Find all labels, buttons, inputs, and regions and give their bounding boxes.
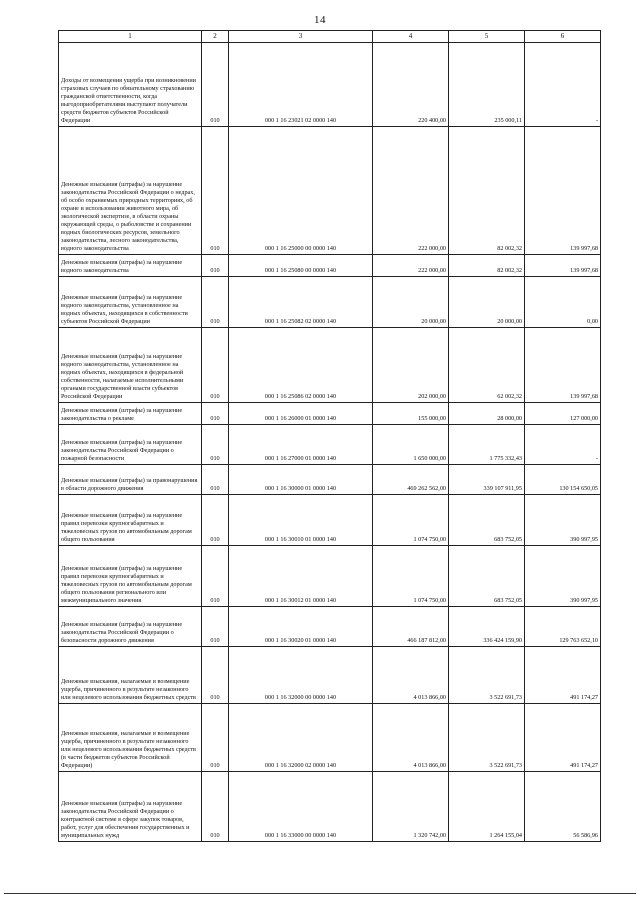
row-line-code: 010	[202, 328, 229, 403]
row-name: Денежные взыскания (штрафы) за нарушение водного законодательства, установленное на водных объектах, находящихся в собственности субъектов Российской Федерации	[59, 277, 202, 328]
row-line-code: 010	[202, 277, 229, 328]
row-name: Денежные взыскания, налагаемые в возмещение ущерба, причиненного в результате незаконного или нецелевого использования бюджетных средств	[59, 647, 202, 704]
row-income-code: 000 1 16 26000 01 0000 140	[229, 403, 373, 425]
row-planned: 4 013 866,00	[373, 704, 449, 772]
row-income-code: 000 1 16 33000 00 0000 140	[229, 772, 373, 842]
header-cell-code: 3	[229, 31, 373, 43]
row-executed: 3 522 691,73	[449, 704, 525, 772]
budget-table	[58, 30, 601, 842]
row-planned: 220 400,00	[373, 43, 449, 127]
row-planned: 466 187 812,00	[373, 607, 449, 647]
row-name: Денежные взыскания (штрафы) за правонарушения в области дорожного движения	[59, 465, 202, 495]
header-cell-line: 2	[202, 31, 229, 43]
row-line-code: 010	[202, 255, 229, 277]
row-planned: 1 074 750,00	[373, 495, 449, 546]
row-planned: 222 000,00	[373, 255, 449, 277]
page-number: 14	[314, 14, 326, 26]
row-planned: 469 262 562,00	[373, 465, 449, 495]
row-executed: 82 002,32	[449, 255, 525, 277]
row-name: Денежные взыскания (штрафы) за нарушение водного законодательства, установленное на водных объектах, находящихся в федеральной собственности, налагаемые исполнительными органами государственной власти субъектов Российской Федерации	[59, 328, 202, 403]
table-row	[59, 43, 601, 127]
row-line-code: 010	[202, 647, 229, 704]
row-income-code: 000 1 16 30020 01 0000 140	[229, 607, 373, 647]
row-executed: 336 424 159,90	[449, 607, 525, 647]
row-executed: 1 775 332,43	[449, 425, 525, 465]
row-unexecuted: 139 997,68	[525, 328, 601, 403]
row-executed: 1 264 155,04	[449, 772, 525, 842]
row-income-code: 000 1 16 30010 01 0000 140	[229, 495, 373, 546]
row-name: Денежные взыскания, налагаемые в возмещение ущерба, причиненного в результате незаконного или нецелевого использования бюджетных средств (в части бюджетов субъектов Российской Федерации)	[59, 704, 202, 772]
row-line-code: 010	[202, 704, 229, 772]
page-bottom-rule	[4, 893, 636, 894]
row-unexecuted: 130 154 650,05	[525, 465, 601, 495]
row-line-code: 010	[202, 403, 229, 425]
row-executed: 683 752,05	[449, 495, 525, 546]
row-income-code: 000 1 16 27000 01 0000 140	[229, 425, 373, 465]
table-row	[59, 772, 601, 842]
row-income-code: 000 1 16 32000 02 0000 140	[229, 704, 373, 772]
row-name: Денежные взыскания (штрафы) за нарушение законодательства о рекламе	[59, 403, 202, 425]
table-header-row	[59, 31, 601, 43]
table-row	[59, 465, 601, 495]
table-row	[59, 328, 601, 403]
row-line-code: 010	[202, 772, 229, 842]
row-unexecuted: 56 586,96	[525, 772, 601, 842]
row-line-code: 010	[202, 546, 229, 607]
header-cell-name: 1	[59, 31, 202, 43]
row-unexecuted: 139 997,68	[525, 255, 601, 277]
row-line-code: 010	[202, 425, 229, 465]
row-income-code: 000 1 16 25086 02 0000 140	[229, 328, 373, 403]
header-cell-unexecuted: 6	[525, 31, 601, 43]
table-row	[59, 255, 601, 277]
row-line-code: 010	[202, 495, 229, 546]
row-planned: 202 000,00	[373, 328, 449, 403]
row-unexecuted: 0,00	[525, 277, 601, 328]
row-planned: 20 000,00	[373, 277, 449, 328]
row-line-code: 010	[202, 127, 229, 255]
row-name: Доходы от возмещения ущерба при возникновении страховых случаев по обязательному страхованию гражданской ответственности, когда выгодоприобретателями выступают получатели средств бюджетов субъектов Российской Федерации	[59, 43, 202, 127]
row-line-code: 010	[202, 465, 229, 495]
row-name: Денежные взыскания (штрафы) за нарушение правил перевозки крупногабаритных и тяжеловесных грузов по автомобильным дорогам общего пользования	[59, 495, 202, 546]
row-executed: 683 752,05	[449, 546, 525, 607]
row-planned: 4 013 866,00	[373, 647, 449, 704]
row-planned: 1 650 000,00	[373, 425, 449, 465]
row-unexecuted: 491 174,27	[525, 704, 601, 772]
header-cell-executed: 5	[449, 31, 525, 43]
row-unexecuted: 129 763 652,10	[525, 607, 601, 647]
row-income-code: 000 1 16 23021 02 0000 140	[229, 43, 373, 127]
table-row	[59, 546, 601, 607]
row-executed: 82 002,32	[449, 127, 525, 255]
row-line-code: 010	[202, 607, 229, 647]
row-line-code: 010	[202, 43, 229, 127]
table-row	[59, 704, 601, 772]
row-planned: 1 320 742,00	[373, 772, 449, 842]
row-income-code: 000 1 16 25080 00 0000 140	[229, 255, 373, 277]
row-income-code: 000 1 16 32000 00 0000 140	[229, 647, 373, 704]
row-unexecuted: 127 000,00	[525, 403, 601, 425]
row-income-code: 000 1 16 25082 02 0000 140	[229, 277, 373, 328]
row-income-code: 000 1 16 30000 01 0000 140	[229, 465, 373, 495]
row-executed: 20 000,00	[449, 277, 525, 328]
table-row	[59, 403, 601, 425]
row-executed: 235 000,11	[449, 43, 525, 127]
row-unexecuted: 491 174,27	[525, 647, 601, 704]
table-row	[59, 425, 601, 465]
row-name: Денежные взыскания (штрафы) за нарушение законодательства Российской Федерации о пожарной безопасности	[59, 425, 202, 465]
row-unexecuted: 139 997,68	[525, 127, 601, 255]
row-income-code: 000 1 16 30012 01 0000 140	[229, 546, 373, 607]
row-name: Денежные взыскания (штрафы) за нарушение правил перевозки крупногабаритных и тяжеловесных грузов по автомобильным дорогам общего пользования регионального или межмуниципального значения	[59, 546, 202, 607]
row-executed: 339 107 911,95	[449, 465, 525, 495]
row-executed: 28 000,00	[449, 403, 525, 425]
row-name: Денежные взыскания (штрафы) за нарушение законодательства Российской Федерации о безопасности дорожного движения	[59, 607, 202, 647]
row-planned: 222 000,00	[373, 127, 449, 255]
row-planned: 155 000,00	[373, 403, 449, 425]
header-cell-planned: 4	[373, 31, 449, 43]
row-name: Денежные взыскания (штрафы) за нарушение законодательства Российской Федерации о недрах, об особо охраняемых природных территориях, об охране и использовании животного мира, об экологической экспертизе, в области охраны окружающей среды, о рыболовстве и сохранении водных биологических ресурсов, земельного законодательства, лесного законодательства, водного законодательства	[59, 127, 202, 255]
row-executed: 62 002,32	[449, 328, 525, 403]
row-name: Денежные взыскания (штрафы) за нарушение законодательства Российской Федерации о контрактной системе в сфере закупок товаров, работ, услуг для обеспечения государственных и муниципальных нужд	[59, 772, 202, 842]
row-unexecuted: 390 997,95	[525, 546, 601, 607]
row-unexecuted: -	[525, 425, 601, 465]
table-row	[59, 127, 601, 255]
row-executed: 3 522 691,73	[449, 647, 525, 704]
row-name: Денежные взыскания (штрафы) за нарушение водного законодательства	[59, 255, 202, 277]
row-unexecuted: 390 997,95	[525, 495, 601, 546]
table-row	[59, 277, 601, 328]
table-row	[59, 647, 601, 704]
row-planned: 1 074 750,00	[373, 546, 449, 607]
table-row	[59, 607, 601, 647]
table-row	[59, 495, 601, 546]
row-income-code: 000 1 16 25000 00 0000 140	[229, 127, 373, 255]
row-unexecuted: -	[525, 43, 601, 127]
